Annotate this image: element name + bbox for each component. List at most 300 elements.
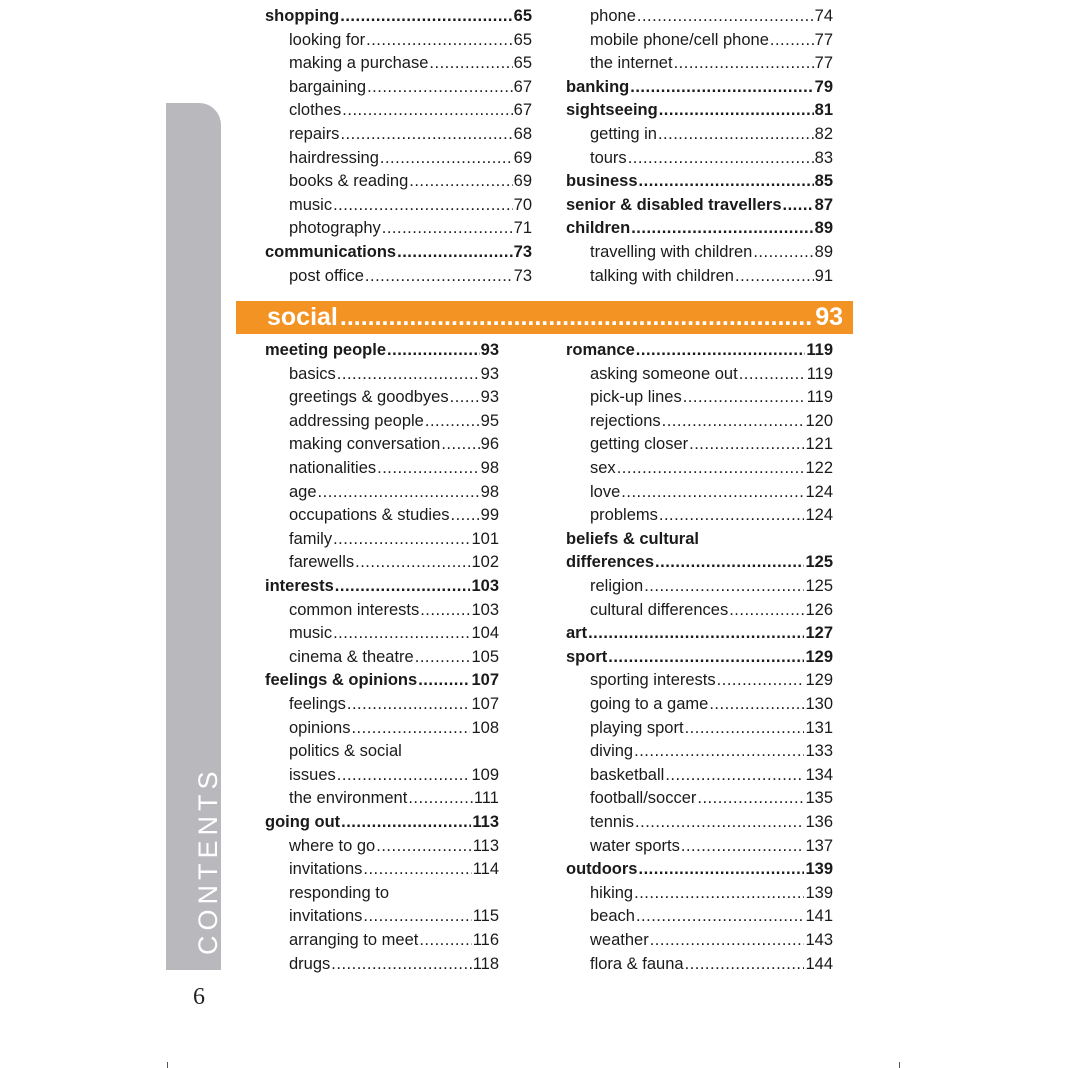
toc-entry[interactable] <box>566 75 833 99</box>
toc-entry-page: 65 <box>513 54 532 73</box>
toc-dot-leader <box>617 456 805 480</box>
toc-entry-label: shopping <box>265 7 340 25</box>
section-banner-leader <box>340 301 813 334</box>
toc-dot-leader <box>665 763 804 787</box>
toc-dot-leader <box>636 904 805 928</box>
toc-entry-page: 104 <box>471 624 499 643</box>
toc-entry[interactable] <box>566 216 833 240</box>
toc-entry[interactable] <box>566 952 833 976</box>
toc-entry-label: talking with children <box>590 266 734 285</box>
toc-entry-page: 143 <box>805 931 833 949</box>
toc-entry[interactable] <box>265 739 499 763</box>
toc-entry[interactable] <box>265 857 499 881</box>
toc-dot-leader <box>335 574 471 598</box>
toc-entry[interactable] <box>265 4 532 28</box>
toc-entry-page: 125 <box>805 553 833 572</box>
toc-entry[interactable] <box>566 28 833 52</box>
toc-dot-leader <box>363 904 471 928</box>
toc-entry-label: music <box>289 624 333 643</box>
toc-entry-page: 83 <box>814 148 833 167</box>
toc-entry-page: 98 <box>480 459 499 477</box>
toc-entry-label: getting closer <box>590 435 689 454</box>
toc-dot-leader <box>674 51 814 75</box>
toc-dot-leader <box>337 362 480 386</box>
toc-entry-label: opinions <box>289 718 351 737</box>
toc-entry[interactable] <box>265 692 499 716</box>
toc-entry-page: 122 <box>805 459 833 477</box>
toc-entry[interactable] <box>566 621 833 645</box>
toc-entry[interactable] <box>265 216 532 240</box>
toc-entry-label: problems <box>590 506 658 525</box>
toc-entry-page: 67 <box>513 101 532 120</box>
toc-entry-label: invitations <box>289 907 363 926</box>
toc-entry-label: farewells <box>289 553 355 572</box>
toc-entry-page: 93 <box>480 341 499 359</box>
toc-entry-page: 67 <box>513 77 532 96</box>
toc-entry-label: sightseeing <box>566 101 658 120</box>
toc-entry[interactable] <box>566 904 833 928</box>
toc-entry-label: basics <box>289 364 336 383</box>
toc-entry-page: 141 <box>805 907 833 926</box>
toc-entry-label: beach <box>590 907 635 926</box>
toc-dot-leader <box>450 385 480 409</box>
toc-dot-leader <box>637 4 814 28</box>
toc-dot-leader <box>409 169 512 193</box>
toc-entry-label: getting in <box>590 125 657 143</box>
toc-entry-page: 116 <box>472 931 499 949</box>
toc-entry-label: water sports <box>590 836 680 855</box>
toc-entry-page: 93 <box>480 388 499 407</box>
toc-entry[interactable] <box>265 362 499 386</box>
toc-dot-leader <box>685 952 805 976</box>
toc-dot-leader <box>739 362 806 386</box>
toc-dot-leader <box>628 146 814 170</box>
toc-entry-label: books & reading <box>289 172 409 191</box>
toc-dot-leader <box>639 857 805 881</box>
toc-entry-page: 81 <box>814 101 833 120</box>
toc-entry-page: 103 <box>471 577 499 595</box>
toc-entry[interactable] <box>265 881 499 905</box>
toc-entry[interactable] <box>265 240 532 264</box>
toc-entry-label: travelling with children <box>590 243 753 261</box>
toc-dot-leader <box>650 928 805 952</box>
toc-entry-page: 134 <box>805 765 833 784</box>
toc-entry[interactable] <box>566 4 833 28</box>
toc-entry[interactable] <box>265 456 499 480</box>
toc-entry[interactable] <box>265 598 499 622</box>
toc-entry-label: going out <box>265 813 341 831</box>
toc-entry-label: bargaining <box>289 77 367 96</box>
toc-entry[interactable] <box>566 692 833 716</box>
toc-entry-label: age <box>289 482 317 501</box>
toc-entry-page: 89 <box>814 219 833 238</box>
toc-dot-leader <box>697 786 804 810</box>
toc-dot-leader <box>418 668 470 692</box>
toc-entry-label: invitations <box>289 860 363 879</box>
toc-entry-label: sport <box>566 647 608 666</box>
toc-entry-page: 120 <box>805 411 833 430</box>
page-number: 6 <box>193 984 205 1010</box>
toc-entry[interactable] <box>265 338 499 362</box>
toc-dot-leader <box>451 503 480 527</box>
toc-entry[interactable] <box>566 668 833 692</box>
toc-entry[interactable] <box>265 432 499 456</box>
toc-entry-page: 87 <box>814 195 833 214</box>
toc-entry-page: 139 <box>805 860 833 879</box>
toc-entry[interactable] <box>265 786 499 810</box>
toc-entry[interactable] <box>265 668 499 692</box>
toc-entry-page: 73 <box>513 243 532 261</box>
crop-mark-left <box>167 1062 168 1068</box>
toc-entry-page: 79 <box>814 77 833 96</box>
toc-entry[interactable] <box>265 550 499 574</box>
toc-entry[interactable] <box>566 786 833 810</box>
crop-mark-right <box>899 1062 900 1068</box>
toc-entry-label: the environment <box>289 789 408 808</box>
toc-entry-label: mobile phone/cell phone <box>590 30 769 49</box>
toc-entry-page: 98 <box>480 482 499 501</box>
toc-dot-leader <box>425 409 480 433</box>
toc-entry-page: 133 <box>805 742 833 761</box>
toc-entry[interactable] <box>566 51 833 75</box>
toc-entry-page: 70 <box>513 195 532 214</box>
toc-entry-label: banking <box>566 77 630 96</box>
toc-entry[interactable] <box>566 122 833 146</box>
toc-entry-page: 126 <box>805 600 833 619</box>
toc-dot-leader <box>351 716 470 740</box>
toc-entry-label: the internet <box>590 54 673 73</box>
toc-entry[interactable] <box>265 146 532 170</box>
toc-entry[interactable] <box>566 146 833 170</box>
toc-entry-label: tennis <box>590 813 635 831</box>
toc-dot-leader <box>634 739 804 763</box>
toc-dot-leader <box>659 503 805 527</box>
toc-entry-page: 71 <box>513 219 532 238</box>
toc-entry-page: 65 <box>513 30 532 49</box>
toc-entry[interactable] <box>265 810 499 834</box>
toc-dot-leader <box>770 28 814 52</box>
toc-entry-label: repairs <box>289 125 340 143</box>
toc-dot-leader <box>621 480 804 504</box>
toc-entry-label: arranging to meet <box>289 931 419 949</box>
toc-entry-label: making a purchase <box>289 54 429 73</box>
toc-entry-page: 119 <box>806 364 833 383</box>
toc-entry[interactable] <box>265 264 532 288</box>
toc-entry-page: 119 <box>806 388 833 407</box>
toc-dot-leader <box>588 621 804 645</box>
toc-entry-page: 74 <box>814 7 833 25</box>
toc-entry-page: 91 <box>814 266 833 285</box>
toc-entry-label: hairdressing <box>289 148 379 167</box>
toc-entry[interactable] <box>566 98 833 122</box>
toc-entry-page: 113 <box>472 813 499 831</box>
toc-entry[interactable] <box>566 574 833 598</box>
toc-entry-label: looking for <box>289 30 366 49</box>
toc-entry-page: 68 <box>513 125 532 143</box>
toc-entry-label: occupations & studies <box>289 506 450 525</box>
toc-entry[interactable] <box>265 75 532 99</box>
toc-dot-leader <box>631 216 813 240</box>
toc-entry-page: 125 <box>805 577 833 595</box>
toc-dot-leader <box>367 75 513 99</box>
toc-dot-leader <box>717 668 805 692</box>
toc-entry-page: 65 <box>513 7 532 25</box>
toc-entry-page: 96 <box>480 435 499 454</box>
section-banner-page: 93 <box>815 303 843 331</box>
toc-entry[interactable] <box>265 51 532 75</box>
toc-entry-page: 121 <box>805 435 833 454</box>
toc-entry-page: 107 <box>471 671 499 690</box>
toc-dot-leader <box>318 480 480 504</box>
toc-dot-leader <box>659 98 814 122</box>
toc-entry-label: feelings <box>289 695 346 713</box>
toc-entry-page: 95 <box>480 411 499 430</box>
toc-entry-label: business <box>566 172 638 191</box>
toc-entry-page: 77 <box>814 54 833 73</box>
toc-dot-leader <box>729 598 804 622</box>
toc-entry-page: 124 <box>805 506 833 525</box>
toc-dot-leader <box>366 28 513 52</box>
toc-entry[interactable] <box>566 763 833 787</box>
toc-entry-label: common interests <box>289 600 420 619</box>
toc-entry[interactable] <box>265 574 499 598</box>
toc-entry[interactable] <box>265 193 532 217</box>
toc-entry-page: 139 <box>805 883 833 902</box>
toc-entry[interactable] <box>566 598 833 622</box>
toc-entry-page: 82 <box>814 125 833 143</box>
toc-dot-leader <box>630 75 813 99</box>
toc-dot-leader <box>685 716 805 740</box>
toc-entry[interactable] <box>265 716 499 740</box>
toc-entry[interactable] <box>566 362 833 386</box>
toc-entry-label: post office <box>289 266 364 285</box>
toc-entry-page: 115 <box>472 907 499 926</box>
toc-entry-label: beliefs & cultural <box>566 529 699 548</box>
toc-dot-leader <box>441 432 479 456</box>
toc-entry[interactable] <box>566 739 833 763</box>
toc-entry[interactable] <box>265 28 532 52</box>
toc-entry-label: children <box>566 219 631 238</box>
toc-entry-page: 109 <box>471 765 499 784</box>
toc-dot-leader <box>333 527 470 551</box>
toc-entry[interactable] <box>265 169 532 193</box>
toc-entry[interactable] <box>566 432 833 456</box>
toc-entry-label: football/soccer <box>590 789 697 808</box>
toc-entry[interactable] <box>566 338 833 362</box>
toc-entry[interactable] <box>566 645 833 669</box>
toc-entry-label: photography <box>289 219 381 238</box>
toc-entry[interactable] <box>265 503 499 527</box>
toc-entry-page: 135 <box>805 789 833 808</box>
toc-dot-leader <box>397 240 513 264</box>
toc-entry[interactable] <box>265 904 499 928</box>
toc-entry[interactable] <box>265 385 499 409</box>
toc-entry-label: feelings & opinions <box>265 671 418 690</box>
toc-entry[interactable] <box>566 264 833 288</box>
toc-dot-leader <box>333 193 513 217</box>
toc-entry-label: issues <box>289 765 336 784</box>
toc-entry-page: 85 <box>814 172 833 191</box>
toc-entry-label: interests <box>265 577 334 595</box>
toc-entry-page: 77 <box>814 30 833 49</box>
toc-entry-page: 131 <box>805 718 833 737</box>
section-banner-social[interactable] <box>236 301 853 334</box>
toc-entry[interactable] <box>265 928 499 952</box>
toc-dot-leader <box>429 51 512 75</box>
toc-dot-leader <box>376 834 471 858</box>
toc-entry-label: where to go <box>289 836 376 855</box>
toc-entry-page: 102 <box>471 553 499 572</box>
section-banner-label: social <box>267 303 338 331</box>
toc-entry-page: 119 <box>806 341 833 359</box>
toc-dot-leader <box>342 98 512 122</box>
toc-dot-leader <box>365 264 513 288</box>
toc-entry[interactable] <box>265 621 499 645</box>
toc-entry-label: meeting people <box>265 341 387 359</box>
toc-entry-page: 108 <box>471 718 499 737</box>
toc-entry[interactable] <box>566 169 833 193</box>
toc-entry-label: family <box>289 529 333 548</box>
toc-entry[interactable] <box>566 409 833 433</box>
toc-entry-page: 144 <box>805 954 833 973</box>
toc-dot-leader <box>337 763 471 787</box>
toc-entry-label: clothes <box>289 101 342 120</box>
toc-entry-page: 101 <box>471 529 499 548</box>
toc-entry[interactable] <box>566 834 833 858</box>
toc-dot-leader <box>662 409 805 433</box>
toc-entry-label: addressing people <box>289 411 424 430</box>
toc-dot-leader <box>636 338 806 362</box>
toc-entry[interactable] <box>566 527 833 551</box>
toc-entry-page: 99 <box>480 506 499 525</box>
toc-dot-leader <box>634 881 804 905</box>
toc-dot-leader <box>419 928 471 952</box>
toc-entry[interactable] <box>566 456 833 480</box>
contents-tab-label: CONTENTS <box>193 766 223 955</box>
toc-dot-leader <box>735 264 814 288</box>
toc-entry[interactable] <box>566 928 833 952</box>
toc-entry-label: senior & disabled travellers <box>566 195 782 214</box>
toc-entry-page: 118 <box>472 954 499 973</box>
toc-dot-leader <box>783 193 814 217</box>
toc-entry-label: politics & social <box>289 742 402 761</box>
toc-entry-page: 114 <box>472 860 499 879</box>
toc-entry[interactable] <box>566 480 833 504</box>
toc-entry[interactable] <box>265 527 499 551</box>
toc-entry-page: 137 <box>805 836 833 855</box>
toc-entry-page: 111 <box>473 789 499 808</box>
toc-entry-label: pick-up lines <box>590 388 682 407</box>
toc-entry-label: basketball <box>590 765 665 784</box>
toc-entry-label: drugs <box>289 954 331 973</box>
toc-dot-leader <box>415 645 471 669</box>
toc-dot-leader <box>753 240 813 264</box>
toc-entry[interactable] <box>265 409 499 433</box>
toc-entry[interactable] <box>265 122 532 146</box>
toc-dot-leader <box>644 574 804 598</box>
toc-entry-label: sex <box>590 459 616 477</box>
toc-entry-label: cultural differences <box>590 600 729 619</box>
toc-entry[interactable] <box>566 503 833 527</box>
toc-dot-leader <box>382 216 513 240</box>
toc-dot-leader <box>658 122 814 146</box>
toc-dot-leader <box>408 786 473 810</box>
toc-entry-page: 129 <box>805 671 833 690</box>
toc-entry-label: music <box>289 195 333 214</box>
toc-entry-label: art <box>566 624 588 643</box>
toc-entry-label: romance <box>566 341 635 359</box>
toc-dot-leader <box>333 621 470 645</box>
toc-dot-leader <box>347 692 471 716</box>
toc-dot-leader <box>355 550 470 574</box>
toc-entry[interactable] <box>265 834 499 858</box>
toc-entry[interactable] <box>566 857 833 881</box>
toc-entry-label: sporting interests <box>590 671 716 690</box>
toc-dot-leader <box>655 550 804 574</box>
toc-dot-leader <box>363 857 471 881</box>
toc-entry[interactable] <box>265 763 499 787</box>
toc-entry-label: diving <box>590 742 634 761</box>
toc-entry[interactable] <box>566 810 833 834</box>
toc-dot-leader <box>341 810 471 834</box>
toc-entry-page: 93 <box>480 364 499 383</box>
toc-dot-leader <box>420 598 470 622</box>
toc-entry-label: outdoors <box>566 860 638 879</box>
toc-entry-page: 136 <box>805 813 833 831</box>
toc-entry-page: 69 <box>513 172 532 191</box>
toc-dot-leader <box>635 810 804 834</box>
toc-entry-label: rejections <box>590 411 661 430</box>
toc-entry[interactable] <box>566 550 833 574</box>
toc-entry-label: asking someone out <box>590 364 738 383</box>
toc-entry-page: 69 <box>513 148 532 167</box>
toc-entry[interactable] <box>566 193 833 217</box>
toc-dot-leader <box>331 952 471 976</box>
toc-entry[interactable] <box>566 385 833 409</box>
toc-entry-label: flora & fauna <box>590 954 684 973</box>
toc-dot-leader <box>639 169 814 193</box>
toc-dot-leader <box>340 4 512 28</box>
toc-entry-page: 89 <box>814 243 833 261</box>
toc-entry-label: religion <box>590 577 644 595</box>
toc-entry-page: 124 <box>805 482 833 501</box>
toc-entry-page: 73 <box>513 266 532 285</box>
toc-entry-page: 105 <box>471 647 499 666</box>
toc-dot-leader <box>387 338 480 362</box>
toc-entry-label: going to a game <box>590 695 709 713</box>
toc-entry-label: communications <box>265 243 397 261</box>
toc-entry-label: love <box>590 482 621 501</box>
toc-entry-page: 113 <box>472 836 499 855</box>
toc-entry-page: 130 <box>805 695 833 713</box>
toc-dot-leader <box>377 456 480 480</box>
toc-entry[interactable] <box>566 240 833 264</box>
toc-entry[interactable] <box>566 881 833 905</box>
toc-entry-label: hiking <box>590 883 634 902</box>
toc-dot-leader <box>608 645 804 669</box>
toc-entry[interactable] <box>265 645 499 669</box>
toc-entry-page: 129 <box>805 647 833 666</box>
toc-entry[interactable] <box>265 480 499 504</box>
toc-entry-label: tours <box>590 148 627 167</box>
toc-dot-leader <box>380 146 513 170</box>
toc-entry[interactable] <box>566 716 833 740</box>
toc-entry[interactable] <box>265 98 532 122</box>
toc-entry[interactable] <box>265 952 499 976</box>
toc-dot-leader <box>683 385 806 409</box>
toc-dot-leader <box>709 692 804 716</box>
toc-entry-page: 103 <box>471 600 499 619</box>
